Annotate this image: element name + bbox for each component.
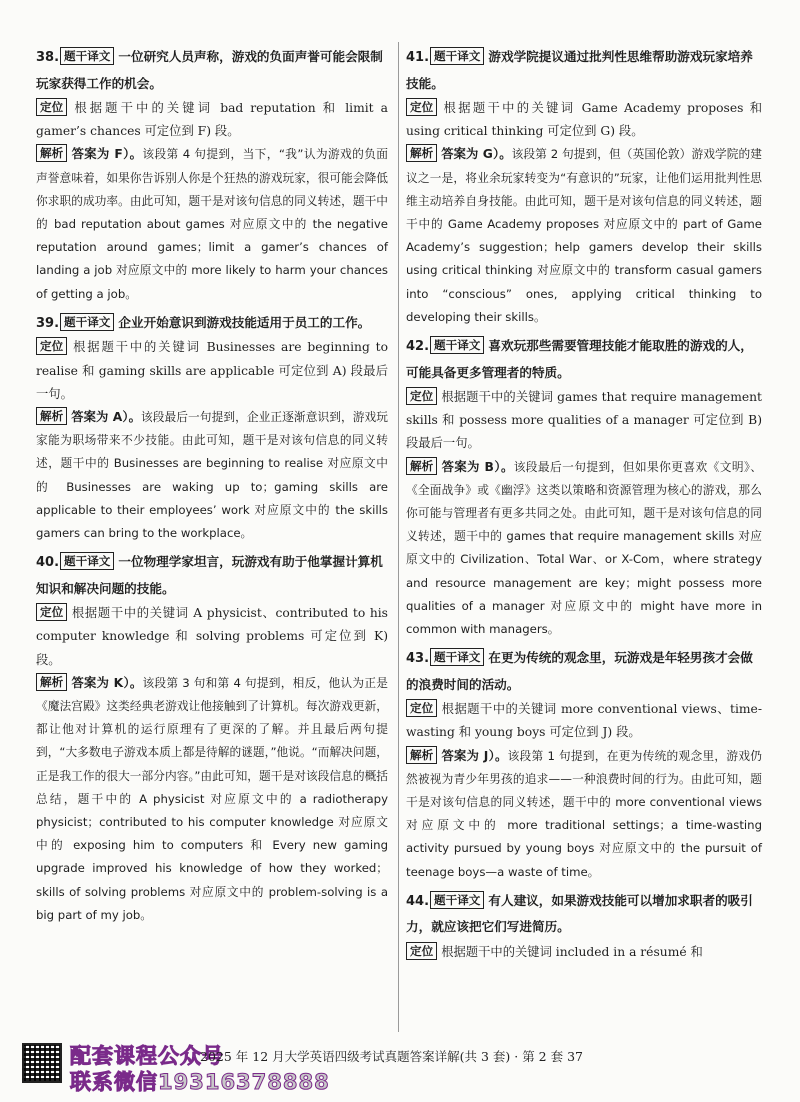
question-translation: 游戏学院提议通过批判性思维帮助游戏玩家培养技能。 <box>406 49 753 91</box>
answer-text: 答案为 F）。 <box>71 147 143 162</box>
analysis-text: 该段第 4 句提到，当下，“我”认为游戏的负面声誉意味着，如果你告诉别人你是个狂热的游戏玩家，很可能会降低你求职的成功率。由此可知，题干是对该句信息的同义转述，题干中的 bad reputation about games 对应原文中的 the negative reputation around games；limit a gamer’s chances of landing a job 对应原文中的 more likely to harm your chances of getting a job。 <box>36 147 388 301</box>
locate-text: 根据题干中的关键词 Businesses are beginning to realise 和 gaming skills are applicable 可定位到 A) 段最后一句。 <box>36 340 388 401</box>
locate-text: 根据题干中的关键词 Game Academy proposes 和 using critical thinking 可定位到 G) 段。 <box>406 101 762 139</box>
question-number: 43. <box>406 651 430 667</box>
right-column <box>406 44 762 968</box>
translation-tag: 题干译文 <box>430 336 484 354</box>
analysis-tag: 解析 <box>406 746 437 764</box>
question-40 <box>36 549 388 927</box>
answer-text: 答案为 B）。 <box>441 459 514 474</box>
question-number: 39. <box>36 315 60 331</box>
question-translation: 一位研究人员声称，游戏的负面声誉可能会限制玩家获得工作的机会。 <box>36 49 383 91</box>
question-translation: 一位物理学家坦言，玩游戏有助于他掌握计算机知识和解决问题的技能。 <box>36 554 383 596</box>
analysis-text: 该段第 3 句和第 4 句提到，相反，他认为正是《魔法宫殿》这类经典老游戏让他接触到了计算机。每次游戏更新，都让他对计算机的运行原理有了更深的了解。并且最后两句提到，“大多数电子游戏本质上都是待解的谜题，”他说。“而解决问题，正是我工作的很大一部分内容。”由此可知，题干是对该段信息的概括总结，题干中的 A physicist 对应原文中的 a radiotherapy physicist；contributed to his computer knowledge 对应原文中的 exposing him to computers 和 Every new gaming upgrade improved his knowledge of how they worked；skills of solving problems 对应原文中的 problem-solving is a big part of my job。 <box>36 675 388 922</box>
answer-text: 答案为 G）。 <box>441 147 512 162</box>
locate-tag: 定位 <box>406 699 437 717</box>
question-translation: 喜欢玩那些需要管理技能才能取胜的游戏的人，可能具备更多管理者的特质。 <box>406 338 753 380</box>
analysis-tag: 解析 <box>36 407 67 425</box>
question-38 <box>36 44 388 306</box>
locate-tag: 定位 <box>406 98 437 116</box>
question-translation: 有人建议，如果游戏技能可以增加求职者的吸引力，就应该把它们写进简历。 <box>406 892 753 935</box>
watermark-line1: 配套课程公众号 <box>70 1044 224 1068</box>
question-44 <box>406 888 762 964</box>
locate-text: 根据题干中的关键词 more conventional views、time-wasting 和 young boys 可定位到 J) 段。 <box>406 702 762 740</box>
locate-tag: 定位 <box>406 387 437 405</box>
translation-tag: 题干译文 <box>430 47 484 65</box>
analysis-tag: 解析 <box>406 457 437 475</box>
question-number: 40. <box>36 555 60 571</box>
analysis-text: 该段第 2 句提到，但（英国伦敦）游戏学院的建议之一是，将业余玩家转变为“有意识的”玩家，让他们运用批判性思维主动培养自身技能。由此可知，题干是对该句信息的同义转述，题干中的 Game Academy proposes 对应原文中的 part of Game Academy’s suggestion；help gamers develop their skills using critical thinking 对应原文中的 transform casual gamers into “conscious” ones, applying critical thinking to developing their skills。 <box>406 147 762 324</box>
question-number: 38. <box>36 50 60 65</box>
locate-tag: 定位 <box>36 98 67 116</box>
answer-text: 答案为 A）。 <box>71 409 141 424</box>
analysis-text: 该段第 1 句提到，在更为传统的观念里，游戏仍然被视为青少年男孩的追求——一种浪费时间的行为。由此可知，题干是对该句信息的同义转述，题干中的 more conventional views 对应原文中的 more traditional settings；a time-wasting activity pursued by young boys 对应原文中的 the pursuit of teenage boys—a waste of time。 <box>406 748 762 879</box>
question-number: 44. <box>406 893 430 909</box>
column-divider <box>398 42 399 1032</box>
locate-text: 根据题干中的关键词 A physicist、contributed to his computer knowledge 和 solving problems 可定位到 K) 段。 <box>36 606 388 667</box>
translation-tag: 题干译文 <box>430 648 484 666</box>
left-column <box>36 44 388 931</box>
translation-tag: 题干译文 <box>60 552 114 570</box>
answer-text: 答案为 J）。 <box>441 748 508 763</box>
question-number: 41. <box>406 50 430 65</box>
translation-tag: 题干译文 <box>60 47 114 65</box>
question-number: 42. <box>406 339 430 355</box>
translation-tag: 题干译文 <box>60 313 114 331</box>
locate-tag: 定位 <box>36 337 67 355</box>
question-translation: 企业开始意识到游戏技能适用于员工的工作。 <box>118 314 371 330</box>
locate-text: 根据题干中的关键词 bad reputation 和 limit a gamer’s chances 可定位到 F) 段。 <box>36 101 388 139</box>
analysis-tag: 解析 <box>406 144 437 162</box>
question-translation: 在更为传统的观念里，玩游戏是年轻男孩才会做的浪费时间的活动。 <box>406 650 753 692</box>
answer-text: 答案为 K）。 <box>71 675 143 690</box>
question-42 <box>406 333 762 641</box>
question-43 <box>406 645 762 884</box>
analysis-text: 该段最后一句提到，但如果你更喜欢《文明》、《全面战争》或《幽浮》这类以策略和资源管理为核心的游戏，那么你可能与管理者有更多共同之处。由此可知，题干是对该句信息的同义转述，题干中的 games that require management skills 对应原文中的 Civilization、Total War、or X-Com，where strategy and resource management are key；might possess more qualities of a manager 对应原文中的 might have more in common with managers。 <box>406 459 762 637</box>
analysis-tag: 解析 <box>36 673 67 691</box>
page-footer: 2025 年 12 月大学英语四级考试真题答案详解(共 3 套) · 第 2 套 37 <box>200 1049 583 1064</box>
question-41 <box>406 44 762 329</box>
watermark-line2: 联系微信19316378888 <box>70 1070 330 1094</box>
locate-text: 根据题干中的关键词 games that require management skills 和 possess more qualities of a manager 可定位到 B) 段最后一句。 <box>406 390 762 451</box>
analysis-text: 该段最后一句提到，企业正逐渐意识到，游戏玩家能为职场带来不少技能。由此可知，题干是对该句信息的同义转述，题干中的 Businesses are beginning to realise 对应原文中的 Businesses are waking up to；gaming skills are applicable to their employees’ work 对应原文中的 the skills gamers can bring to the workplace。 <box>36 409 388 540</box>
qr-code-icon <box>22 1043 62 1083</box>
locate-tag: 定位 <box>406 942 437 960</box>
question-39 <box>36 310 388 545</box>
locate-text: 根据题干中的关键词 included in a résumé 和 <box>441 944 703 959</box>
translation-tag: 题干译文 <box>430 891 484 909</box>
analysis-tag: 解析 <box>36 144 67 162</box>
locate-tag: 定位 <box>36 603 67 621</box>
